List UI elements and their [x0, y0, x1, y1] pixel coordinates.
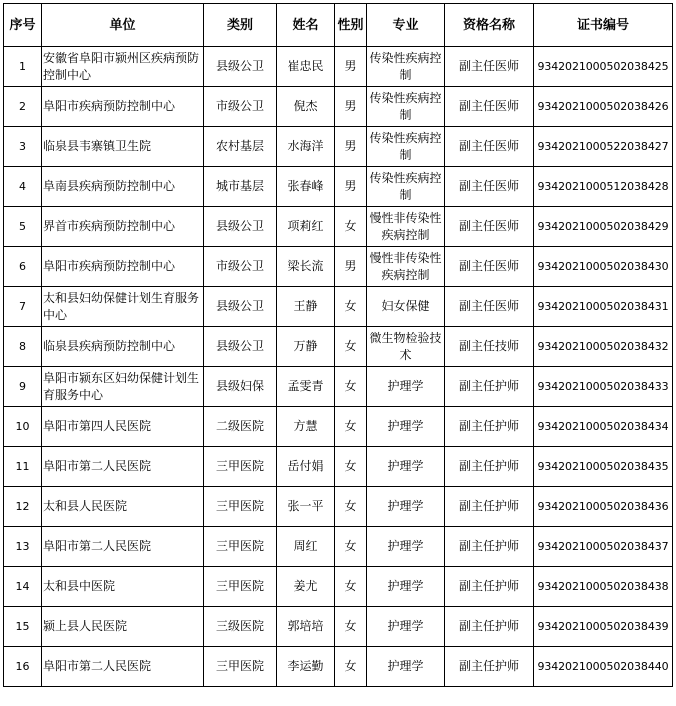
cell-name: 郭培培 — [277, 607, 335, 647]
cell-specialty: 传染性疾病控制 — [367, 167, 445, 207]
cell-category: 二级医院 — [204, 407, 277, 447]
cell-specialty: 传染性疾病控制 — [367, 127, 445, 167]
cell-qualification: 副主任医师 — [445, 287, 534, 327]
cell-unit: 临泉县疾病预防控制中心 — [42, 327, 204, 367]
cell-qualification: 副主任医师 — [445, 207, 534, 247]
cell-gender: 女 — [335, 207, 367, 247]
cell-category: 三甲医院 — [204, 647, 277, 687]
cell-unit: 阜阳市第二人民医院 — [42, 647, 204, 687]
cell-cert: 9342021000502038426 — [534, 87, 673, 127]
cell-seq: 1 — [4, 47, 42, 87]
cell-gender: 女 — [335, 367, 367, 407]
cell-unit: 阜阳市疾病预防控制中心 — [42, 87, 204, 127]
cell-unit: 太和县中医院 — [42, 567, 204, 607]
cell-category: 县级公卫 — [204, 327, 277, 367]
cell-cert: 9342021000502038434 — [534, 407, 673, 447]
table-row — [4, 207, 673, 247]
table-body — [4, 47, 673, 687]
cell-name: 张一平 — [277, 487, 335, 527]
cell-category: 县级公卫 — [204, 47, 277, 87]
table-row — [4, 487, 673, 527]
cell-specialty: 微生物检验技术 — [367, 327, 445, 367]
cell-category: 城市基层 — [204, 167, 277, 207]
cell-qualification: 副主任医师 — [445, 127, 534, 167]
cell-unit: 太和县人民医院 — [42, 487, 204, 527]
cell-category: 县级妇保 — [204, 367, 277, 407]
cell-name: 姜尤 — [277, 567, 335, 607]
header-name: 姓名 — [277, 4, 335, 47]
cell-name: 岳付娟 — [277, 447, 335, 487]
cell-category: 三甲医院 — [204, 567, 277, 607]
cell-unit: 阜南县疾病预防控制中心 — [42, 167, 204, 207]
cell-name: 水海洋 — [277, 127, 335, 167]
table-row — [4, 567, 673, 607]
cell-unit: 阜阳市疾病预防控制中心 — [42, 247, 204, 287]
table-row — [4, 527, 673, 567]
cell-unit: 阜阳市第二人民医院 — [42, 447, 204, 487]
cell-name: 梁长流 — [277, 247, 335, 287]
cell-qualification: 副主任护师 — [445, 447, 534, 487]
qualification-roster-table — [3, 3, 673, 687]
table-row — [4, 407, 673, 447]
cell-unit: 颍上县人民医院 — [42, 607, 204, 647]
cell-qualification: 副主任护师 — [445, 527, 534, 567]
cell-cert: 9342021000502038440 — [534, 647, 673, 687]
cell-qualification: 副主任医师 — [445, 47, 534, 87]
cell-gender: 男 — [335, 247, 367, 287]
cell-qualification: 副主任护师 — [445, 487, 534, 527]
cell-seq: 5 — [4, 207, 42, 247]
cell-unit: 临泉县韦寨镇卫生院 — [42, 127, 204, 167]
cell-category: 三甲医院 — [204, 447, 277, 487]
cell-unit: 阜阳市第二人民医院 — [42, 527, 204, 567]
cell-qualification: 副主任医师 — [445, 167, 534, 207]
cell-qualification: 副主任医师 — [445, 247, 534, 287]
cell-name: 张春峰 — [277, 167, 335, 207]
table-row — [4, 247, 673, 287]
table-row — [4, 167, 673, 207]
cell-unit: 界首市疾病预防控制中心 — [42, 207, 204, 247]
table-row — [4, 47, 673, 87]
cell-gender: 女 — [335, 567, 367, 607]
table-row — [4, 127, 673, 167]
cell-cert: 9342021000502038436 — [534, 487, 673, 527]
table-header-row — [4, 4, 673, 47]
cell-gender: 男 — [335, 127, 367, 167]
table-row — [4, 87, 673, 127]
cell-gender: 女 — [335, 287, 367, 327]
cell-cert: 9342021000502038430 — [534, 247, 673, 287]
cell-gender: 女 — [335, 647, 367, 687]
table-row — [4, 367, 673, 407]
cell-specialty: 护理学 — [367, 487, 445, 527]
cell-gender: 女 — [335, 487, 367, 527]
cell-qualification: 副主任护师 — [445, 647, 534, 687]
cell-seq: 15 — [4, 607, 42, 647]
cell-cert: 9342021000502038435 — [534, 447, 673, 487]
header-category: 类别 — [204, 4, 277, 47]
cell-gender: 男 — [335, 167, 367, 207]
cell-category: 市级公卫 — [204, 87, 277, 127]
cell-specialty: 护理学 — [367, 367, 445, 407]
cell-gender: 女 — [335, 407, 367, 447]
cell-cert: 9342021000502038431 — [534, 287, 673, 327]
cell-category: 农村基层 — [204, 127, 277, 167]
header-gender: 性别 — [335, 4, 367, 47]
table-row — [4, 327, 673, 367]
header-seq: 序号 — [4, 4, 42, 47]
cell-qualification: 副主任护师 — [445, 367, 534, 407]
cell-cert: 9342021000502038437 — [534, 527, 673, 567]
cell-specialty: 护理学 — [367, 527, 445, 567]
cell-specialty: 妇女保健 — [367, 287, 445, 327]
cell-seq: 8 — [4, 327, 42, 367]
cell-seq: 3 — [4, 127, 42, 167]
header-unit: 单位 — [42, 4, 204, 47]
cell-qualification: 副主任护师 — [445, 567, 534, 607]
cell-cert: 9342021000522038427 — [534, 127, 673, 167]
cell-cert: 9342021000502038432 — [534, 327, 673, 367]
cell-cert: 9342021000512038428 — [534, 167, 673, 207]
cell-specialty: 护理学 — [367, 447, 445, 487]
cell-category: 市级公卫 — [204, 247, 277, 287]
cell-specialty: 护理学 — [367, 607, 445, 647]
cell-name: 王静 — [277, 287, 335, 327]
cell-unit: 阜阳市第四人民医院 — [42, 407, 204, 447]
cell-seq: 9 — [4, 367, 42, 407]
cell-name: 项莉红 — [277, 207, 335, 247]
cell-seq: 12 — [4, 487, 42, 527]
cell-category: 三级医院 — [204, 607, 277, 647]
cell-name: 倪杰 — [277, 87, 335, 127]
cell-category: 三甲医院 — [204, 487, 277, 527]
cell-gender: 女 — [335, 327, 367, 367]
cell-cert: 9342021000502038438 — [534, 567, 673, 607]
cell-specialty: 传染性疾病控制 — [367, 47, 445, 87]
header-qualification: 资格名称 — [445, 4, 534, 47]
cell-cert: 9342021000502038439 — [534, 607, 673, 647]
cell-unit: 太和县妇幼保健计划生育服务中心 — [42, 287, 204, 327]
header-specialty: 专业 — [367, 4, 445, 47]
cell-gender: 女 — [335, 527, 367, 567]
cell-seq: 16 — [4, 647, 42, 687]
cell-seq: 7 — [4, 287, 42, 327]
table-row — [4, 647, 673, 687]
cell-name: 方慧 — [277, 407, 335, 447]
cell-seq: 10 — [4, 407, 42, 447]
cell-category: 县级公卫 — [204, 287, 277, 327]
cell-cert: 9342021000502038425 — [534, 47, 673, 87]
cell-name: 周红 — [277, 527, 335, 567]
cell-specialty: 传染性疾病控制 — [367, 87, 445, 127]
cell-specialty: 护理学 — [367, 567, 445, 607]
cell-qualification: 副主任医师 — [445, 87, 534, 127]
cell-specialty: 护理学 — [367, 647, 445, 687]
cell-category: 县级公卫 — [204, 207, 277, 247]
cell-cert: 9342021000502038433 — [534, 367, 673, 407]
cell-name: 崔忠民 — [277, 47, 335, 87]
cell-seq: 4 — [4, 167, 42, 207]
cell-specialty: 慢性非传染性疾病控制 — [367, 207, 445, 247]
table-row — [4, 607, 673, 647]
cell-cert: 9342021000502038429 — [534, 207, 673, 247]
cell-gender: 女 — [335, 447, 367, 487]
cell-unit: 安徽省阜阳市颍州区疾病预防控制中心 — [42, 47, 204, 87]
cell-seq: 14 — [4, 567, 42, 607]
cell-name: 万静 — [277, 327, 335, 367]
cell-seq: 2 — [4, 87, 42, 127]
cell-seq: 6 — [4, 247, 42, 287]
cell-qualification: 副主任护师 — [445, 607, 534, 647]
cell-gender: 女 — [335, 607, 367, 647]
cell-category: 三甲医院 — [204, 527, 277, 567]
header-cert: 证书编号 — [534, 4, 673, 47]
cell-seq: 13 — [4, 527, 42, 567]
cell-name: 孟雯青 — [277, 367, 335, 407]
cell-qualification: 副主任技师 — [445, 327, 534, 367]
table-row — [4, 447, 673, 487]
cell-seq: 11 — [4, 447, 42, 487]
cell-name: 李运勤 — [277, 647, 335, 687]
cell-qualification: 副主任护师 — [445, 407, 534, 447]
cell-gender: 男 — [335, 87, 367, 127]
cell-gender: 男 — [335, 47, 367, 87]
cell-unit: 阜阳市颍东区妇幼保健计划生育服务中心 — [42, 367, 204, 407]
cell-specialty: 护理学 — [367, 407, 445, 447]
cell-specialty: 慢性非传染性疾病控制 — [367, 247, 445, 287]
table-row — [4, 287, 673, 327]
